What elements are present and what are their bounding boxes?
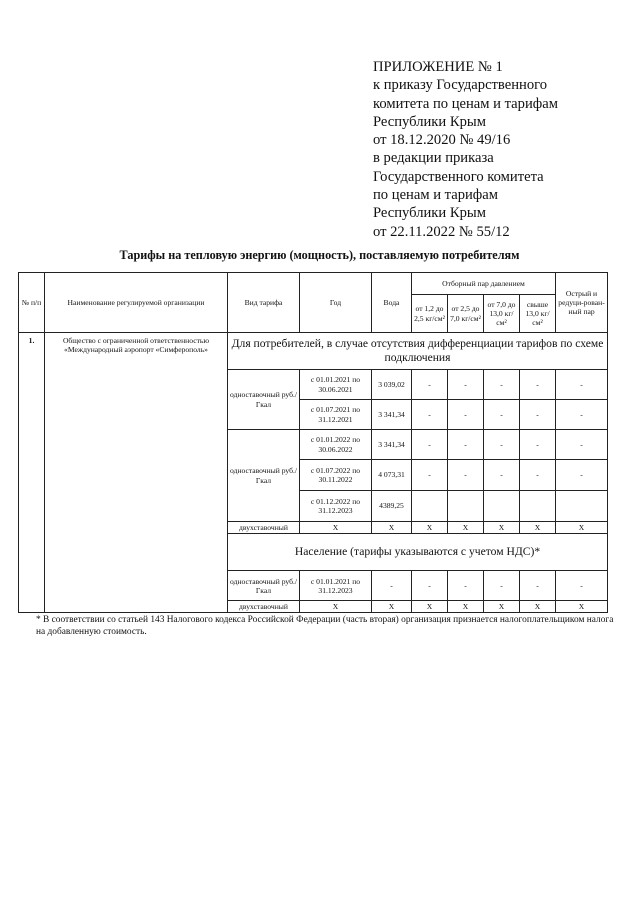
header-year: Год: [300, 273, 372, 333]
header-num: № п/п: [19, 273, 45, 333]
x-cell: X: [412, 601, 448, 613]
empty-cell: [484, 491, 520, 522]
value-cell: -: [412, 430, 448, 460]
period-cell: с 01.07.2022 по 30.11.2022: [300, 460, 372, 491]
value-cell: -: [556, 430, 608, 460]
appendix-line: Республики Крым: [373, 113, 486, 130]
water-value: 4389,25: [372, 491, 412, 522]
value-cell: -: [520, 460, 556, 491]
header-steam-4: свыше 13,0 кг/см²: [520, 295, 556, 333]
appendix-line: ПРИЛОЖЕНИЕ № 1: [373, 59, 503, 75]
period-cell: с 01.12.2022 по 31.12.2023: [300, 491, 372, 522]
row-number: 1.: [19, 333, 45, 613]
value-cell: -: [448, 460, 484, 491]
tariff-type-cell: двухставочный: [228, 522, 300, 534]
value-cell: -: [448, 370, 484, 400]
empty-cell: [556, 491, 608, 522]
value-cell: -: [484, 430, 520, 460]
section-title-consumers: Для потребителей, в случае отсутствия дифференциации тарифов по схеме подключения: [228, 333, 608, 370]
header-org: Наименование регулируемой организации: [45, 273, 228, 333]
x-cell: X: [484, 522, 520, 534]
tariffs-table: [18, 272, 608, 613]
appendix-line: Республики Крым: [373, 205, 486, 222]
tariff-type-cell: одноставочный руб./Гкал: [228, 571, 300, 601]
value-cell: -: [520, 370, 556, 400]
x-cell: X: [448, 522, 484, 534]
tariff-type-cell: одноставочный руб./Гкал: [228, 370, 300, 430]
appendix-block: [373, 58, 623, 241]
value-cell: -: [520, 571, 556, 601]
value-cell: -: [412, 400, 448, 430]
value-cell: -: [448, 571, 484, 601]
header-steam-3: от 7,0 до 13,0 кг/см²: [484, 295, 520, 333]
period-cell: с 01.01.2021 по 30.06.2021: [300, 370, 372, 400]
water-value: -: [372, 571, 412, 601]
value-cell: -: [484, 370, 520, 400]
x-cell: X: [300, 522, 372, 534]
water-value: 3 039,02: [372, 370, 412, 400]
value-cell: -: [448, 400, 484, 430]
tariff-type-cell: одноставочный руб./Гкал: [228, 430, 300, 522]
appendix-line: от 22.11.2022 № 55/12: [373, 223, 510, 240]
value-cell: -: [520, 430, 556, 460]
value-cell: -: [484, 460, 520, 491]
value-cell: -: [412, 571, 448, 601]
value-cell: -: [412, 460, 448, 491]
water-value: 3 341,34: [372, 430, 412, 460]
section-row: [19, 333, 608, 370]
x-cell: X: [556, 522, 608, 534]
x-cell: X: [372, 522, 412, 534]
header-row: [19, 273, 608, 295]
x-cell: X: [448, 601, 484, 613]
value-cell: -: [520, 400, 556, 430]
x-cell: X: [372, 601, 412, 613]
value-cell: -: [556, 400, 608, 430]
x-cell: X: [412, 522, 448, 534]
value-cell: -: [556, 460, 608, 491]
value-cell: -: [556, 571, 608, 601]
organization-name: Общество с ограниченной ответственностью «Международный аэропорт «Симферополь»: [45, 333, 228, 613]
appendix-line: к приказу Государственного: [373, 77, 548, 94]
header-steam-1: от 1,2 до 2,5 кг/см²: [412, 295, 448, 333]
x-cell: X: [520, 522, 556, 534]
appendix-line: в редакции приказа: [373, 150, 494, 167]
x-cell: X: [300, 601, 372, 613]
appendix-line: по ценам и тарифам: [373, 187, 498, 204]
appendix-line: комитета по ценам и тарифам: [373, 95, 558, 112]
appendix-line: от 18.12.2020 № 49/16: [373, 132, 511, 149]
value-cell: -: [484, 571, 520, 601]
header-tariff-type: Вид тарифа: [228, 273, 300, 333]
header-steam-2: от 2,5 до 7,0 кг/см²: [448, 295, 484, 333]
header-steam-group: Отборный пар давлением: [412, 273, 556, 295]
value-cell: -: [412, 370, 448, 400]
header-sharp-steam: Острый и редуци-рован-ный пар: [556, 273, 608, 333]
period-cell: с 01.01.2022 по 30.06.2022: [300, 430, 372, 460]
x-cell: X: [556, 601, 608, 613]
x-cell: X: [520, 601, 556, 613]
section-title-population: Население (тарифы указываются с учетом НДС)*: [228, 534, 608, 571]
empty-cell: [448, 491, 484, 522]
period-cell: с 01.07.2021 по 31.12.2021: [300, 400, 372, 430]
tariff-type-cell: двухставочный: [228, 601, 300, 613]
empty-cell: [412, 491, 448, 522]
appendix-line: Государственного комитета: [373, 168, 544, 185]
value-cell: -: [448, 430, 484, 460]
document-title: Тарифы на тепловую энергию (мощность), поставляемую потребителям: [119, 248, 520, 262]
value-cell: -: [484, 400, 520, 430]
footnote: * В соответствии со статьей 143 Налогового кодекса Российской Федерации (часть вторая) организация признается налогоплательщиком налога на добавленную стоимость.: [36, 615, 614, 637]
period-cell: с 01.01.2021 по 31.12.2023: [300, 571, 372, 601]
header-water: Вода: [372, 273, 412, 333]
empty-cell: [520, 491, 556, 522]
x-cell: X: [484, 601, 520, 613]
value-cell: -: [556, 370, 608, 400]
water-value: 4 073,31: [372, 460, 412, 491]
water-value: 3 341,34: [372, 400, 412, 430]
